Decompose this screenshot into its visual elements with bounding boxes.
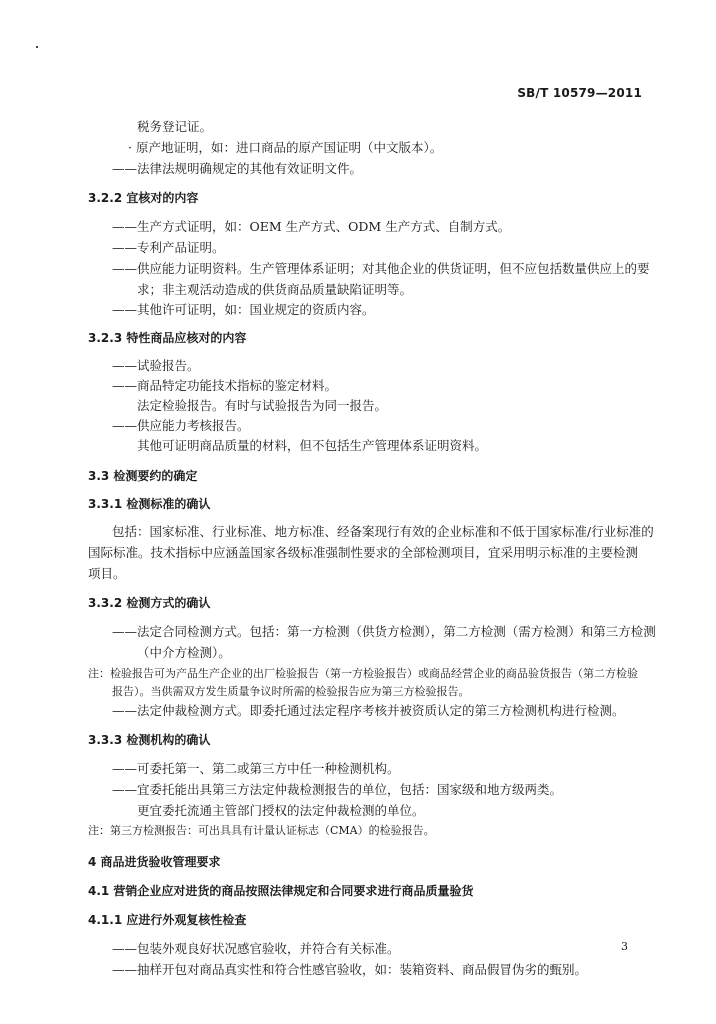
note-line: 注：检验报告可为产品生产企业的出厂检验报告（第一方检验报告）或商品经营企业的商品验货报告（第二方检验	[88, 667, 638, 680]
document-code: SB/T 10579—2011	[517, 86, 642, 100]
section-heading: 3.3.1 检测标准的确认	[88, 497, 211, 511]
text-line: 包括：国家标准、行业标准、地方标准、经备案现行有效的企业标准和不低于国家标准/行业标准的	[112, 524, 654, 539]
text-line: ——可委托第一、第二或第三方中任一种检测机构。	[112, 761, 400, 776]
section-heading: 3.3.3 检测机构的确认	[88, 733, 211, 747]
text-line: ——商品特定功能技术指标的鉴定材料。	[112, 378, 338, 393]
note-line: 报告）。当供需双方发生质量争议时所需的检验报告应为第三方检验报告。	[112, 685, 470, 698]
page-number: 3	[621, 940, 628, 953]
text-line: 法定检验报告。有时与试验报告为同一报告。	[137, 398, 388, 413]
scan-speck	[36, 46, 38, 48]
text-line: ——包装外观良好状况感官验收，并符合有关标准。	[112, 941, 400, 956]
text-line: ——法定合同检测方式。包括：第一方检测（供货方检测），第二方检测（需方检测）和第三方检测	[112, 624, 656, 639]
section-heading: 4.1 营销企业应对进货的商品按照法律规定和合同要求进行商品质量验货	[88, 884, 474, 898]
text-line: ——法律法规明确规定的其他有效证明文件。	[112, 161, 363, 176]
text-line: ——生产方式证明，如：OEM 生产方式、ODM 生产方式、自制方式。	[112, 219, 511, 234]
section-heading: 3.2.2 宜核对的内容	[88, 191, 199, 205]
text-line: ——供应能力证明资料。生产管理体系证明；对其他企业的供货证明，但不应包括数量供应上的要	[112, 261, 650, 276]
section-heading: 3.2.3 特性商品应核对的内容	[88, 331, 247, 345]
text-line: ——专利产品证明。	[112, 240, 225, 255]
text-line: 项目。	[88, 566, 126, 581]
section-heading: 3.3.2 检测方式的确认	[88, 596, 211, 610]
text-line: 更宜委托流通主管部门授权的法定仲裁检测的单位。	[137, 803, 425, 818]
text-line: （中介方检测）。	[137, 645, 231, 660]
text-line: ——抽样开包对商品真实性和符合性感官验收，如：装箱资料、商品假冒伪劣的甄别。	[112, 962, 588, 977]
text-line: ——试验报告。	[112, 358, 200, 373]
section-heading: 4.1.1 应进行外观复核性检查	[88, 913, 247, 927]
note-line: 注：第三方检测报告：可出具具有计量认证标志（CMA）的检验报告。	[88, 824, 435, 837]
text-line: · 原产地证明，如：进口商品的原产国证明（中文版本）。	[128, 140, 443, 155]
text-line: ——法定仲裁检测方式。即委托通过法定程序考核并被资质认定的第三方检测机构进行检测。	[112, 703, 625, 718]
text-line: 其他可证明商品质量的材料，但不包括生产管理体系证明资料。	[137, 438, 488, 453]
text-line: 国际标准。技术指标中应涵盖国家各级标准强制性要求的全部检测项目，宜采用明示标准的主要检测	[88, 545, 639, 560]
text-line: 求；非主观活动造成的供货商品质量缺陷证明等。	[137, 282, 413, 297]
text-line: ——其他许可证明，如：国业规定的资质内容。	[112, 302, 375, 317]
text-line: ——宜委托能出具第三方法定仲裁检测报告的单位，包括：国家级和地方级两类。	[112, 782, 563, 797]
section-heading: 3.3 检测要约的确定	[88, 469, 198, 483]
text-line: 税务登记证。	[137, 119, 213, 134]
section-heading: 4 商品进货验收管理要求	[88, 855, 221, 869]
text-line: ——供应能力考核报告。	[112, 418, 250, 433]
